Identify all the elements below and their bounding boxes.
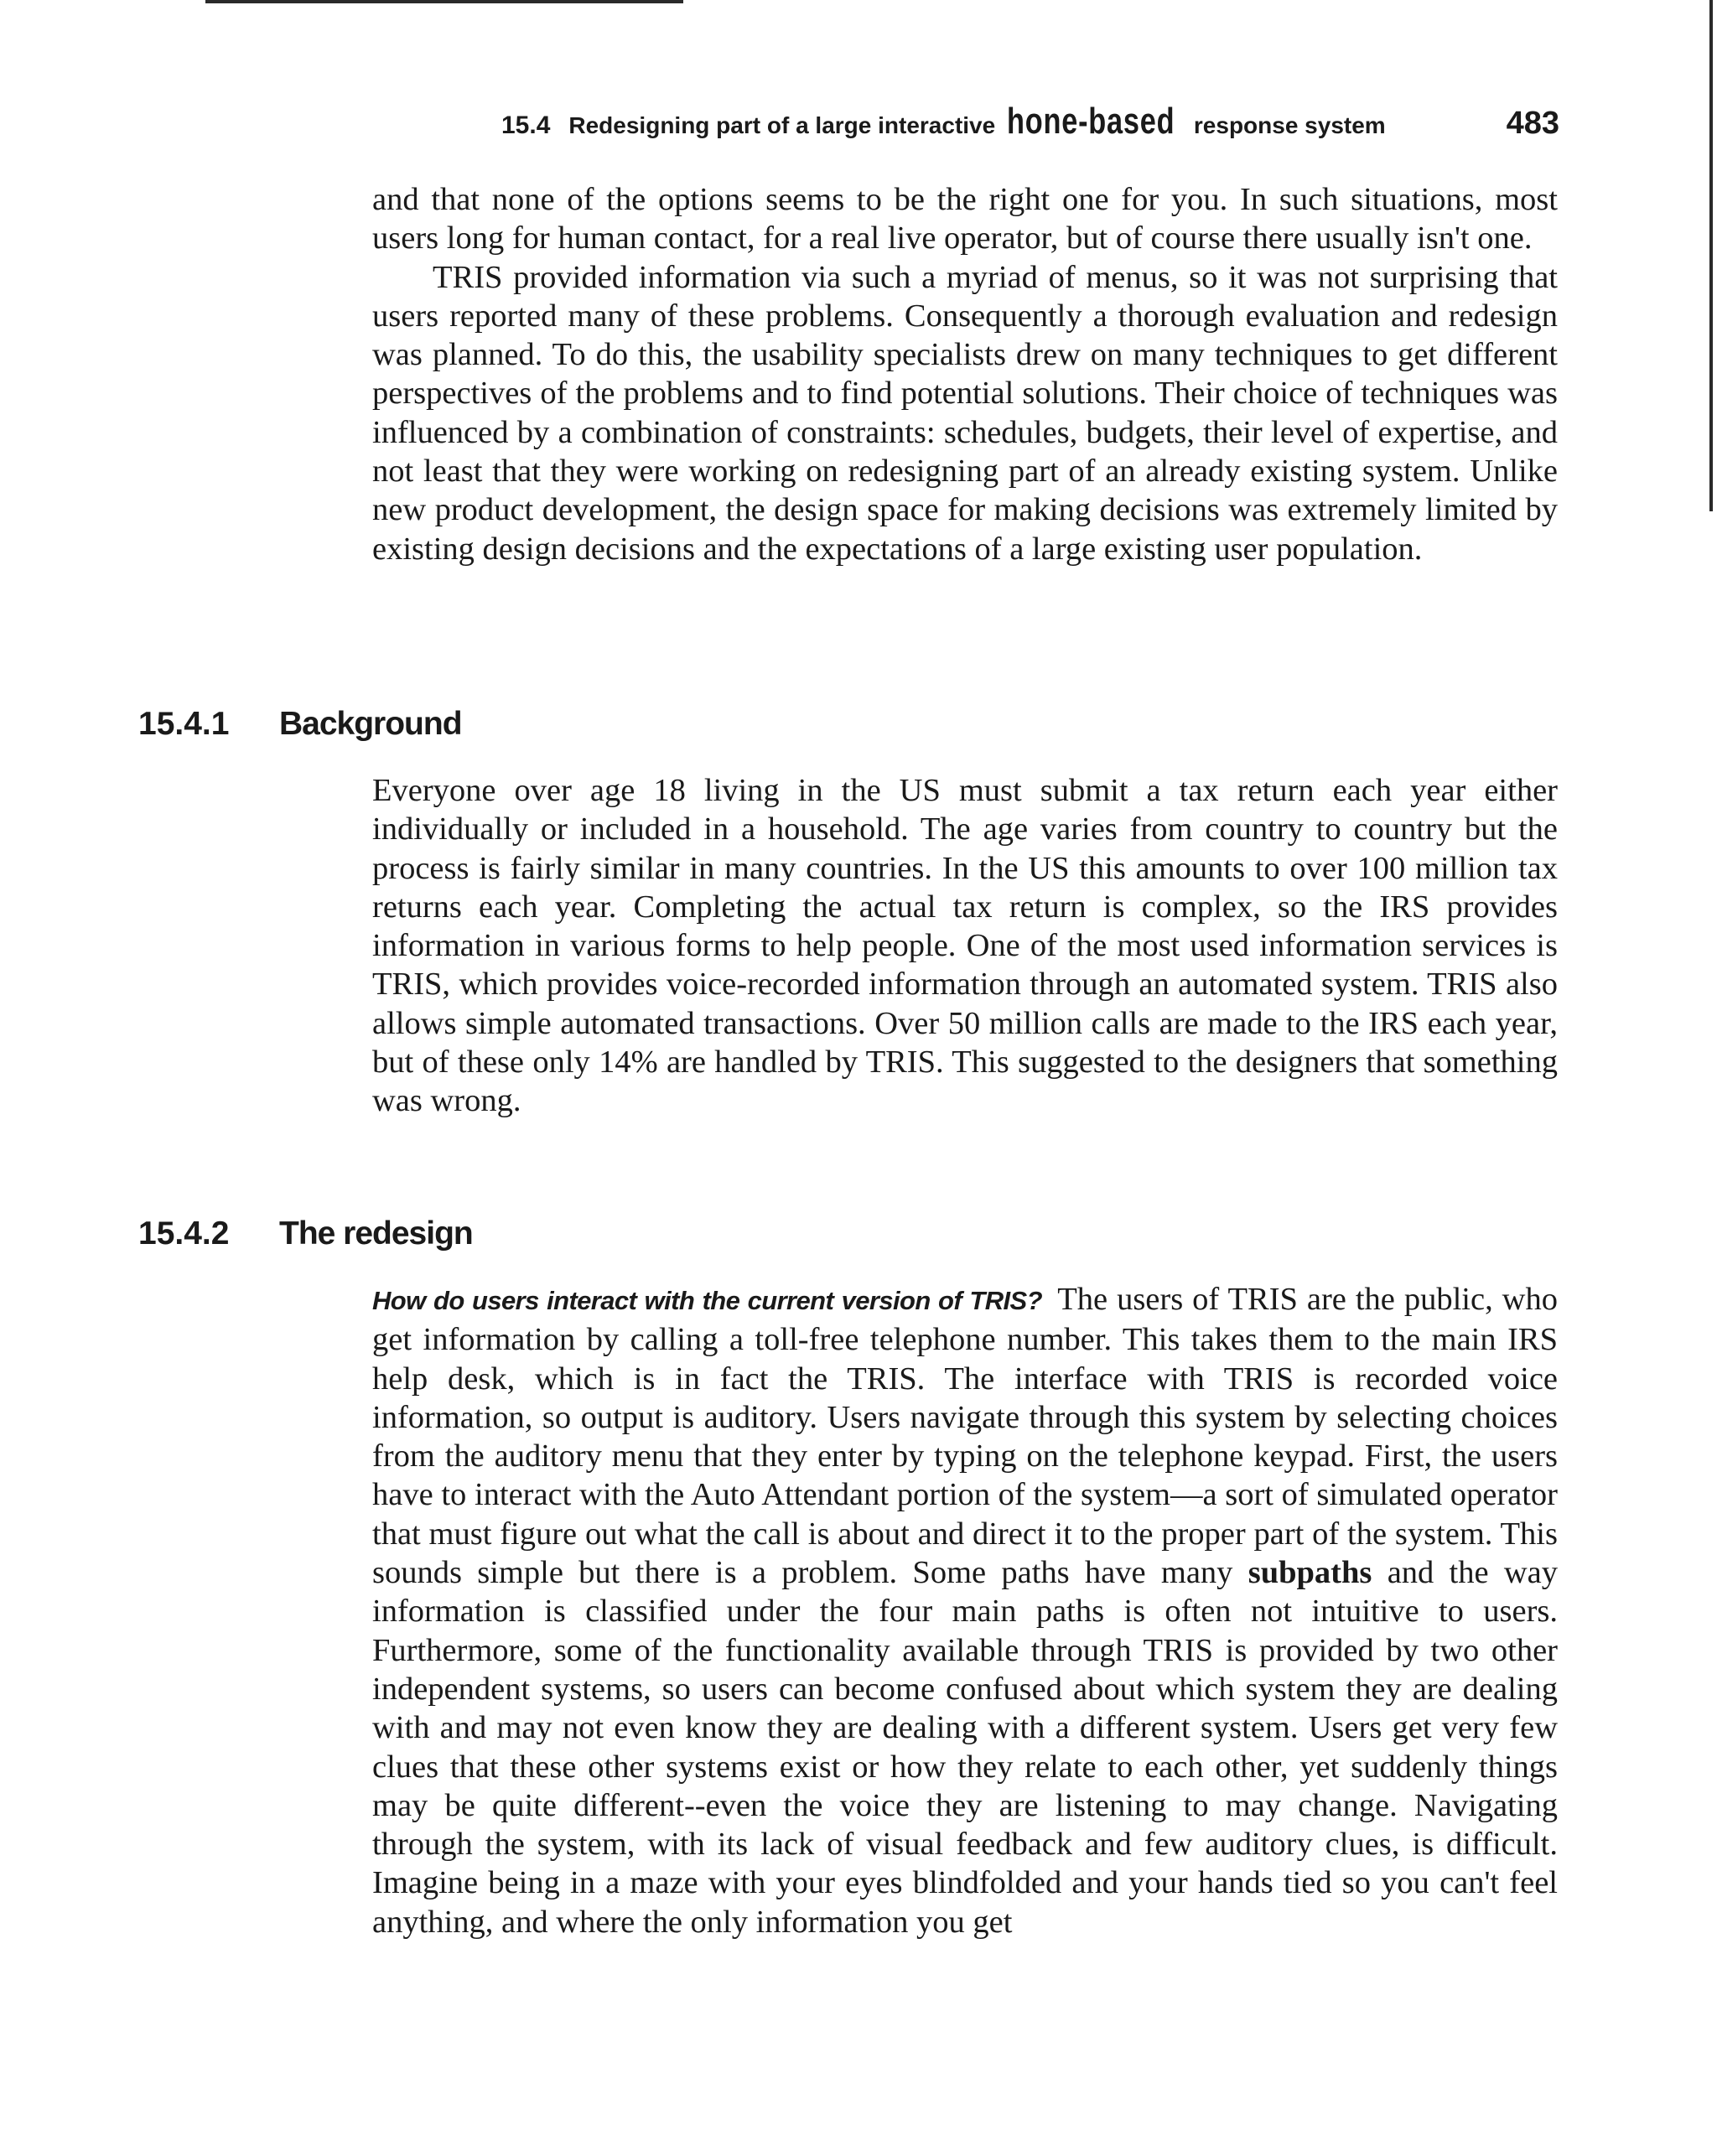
redesign-text-after-bold: and the way information is classified under the four main paths is often not intuitive to users. Furthermore, some of the functionality available through TRIS is provided by two other independent systems, so users can become confused about which system they are dealing with and may not even know they are dealing with a different system. Users get very few clues that these other systems exist or how they relate to each other, yet suddenly things may be quite different--even the voice they are listening to may change. Navigating through the system, with its lack of visual feedback and few auditory clues, is difficult. Imagine being in a maze with your eyes blindfolded and your hands tied so you can't feel anything, and where the only information you get [372, 1555, 1559, 1940]
intro-text [372, 180, 1558, 568]
section-title: Background [279, 706, 462, 742]
redesign-text-before-bold: The users of TRIS are the public, who get information by calling a toll-free telephone number. This takes them to the main IRS help desk, which is in fact the TRIS. The interface with TRIS is recorded voice information, so output is auditory. Users navigate through this system by selecting choices from the auditory menu that they enter by typing on the telephone keypad. First, the users have to interact with the Auto Attendant portion of the system—a sort of simulated operator that must figure out what the call is about and direct it to the proper part of the system. This sounds simple but there is a problem. Some paths have many [372, 1282, 1558, 1591]
redesign-text [372, 1280, 1558, 1941]
running-head-title: Redesigning part of a large interactive [568, 112, 996, 138]
redesign-paragraph [372, 1280, 1558, 1941]
section-number: 15.4.2 [138, 1215, 230, 1252]
background-paragraph: Everyone over age 18 living in the US must submit a tax return each year either individually or included in a household. The age varies from country to country but the process is fairly similar in many countries. In the US this amounts to over 100 million tax returns each year. Completing the actual tax return is complex, so the IRS provides information in various forms to help people. One of the most used information services is TRIS, which provides voice-recorded information through an automated system. TRIS also allows simple automated transactions. Over 50 million calls are made to the IRS each year, but of these only 14% are handled by TRIS. This suggested to the designers that something was wrong. [372, 773, 1558, 1119]
section-title: The redesign [279, 1215, 473, 1252]
page-number: 483 [1506, 106, 1559, 141]
running-head-title-tail [1187, 112, 1386, 139]
top-rule [205, 0, 683, 3]
intro-paragraph-1: and that none of the options seems to be the right one for you. In such situations, most users long for human contact, for a real live operator, but of course there usually isn't one. [372, 182, 1558, 257]
section-number: 15.4.1 [138, 706, 230, 742]
bold-term: subpaths [1248, 1555, 1372, 1591]
background-text [372, 771, 1558, 1121]
right-margin-rule [1709, 0, 1713, 511]
intro-paragraph-2: TRIS provided information via such a myriad of menus, so it was not surprising that users reported many of these problems. Consequently a thorough evaluation and redesign was planned. To do this, the usability specialists drew on many techniques to get different perspectives of the problems and to find potential solutions. Their choice of techniques was influenced by a combination of constraints: schedules, budgets, their level of expertise, and not least that they were working on redesigning part of an already existing system. Unlike new product development, the design space for making decisions was extremely limited by existing design decisions and the expectations of a large existing user population. [372, 259, 1558, 567]
running-head-section: 15.4 [501, 111, 551, 139]
run-in-heading: How do users interact with the current version of TRIS? [372, 1286, 1042, 1315]
running-head [501, 101, 1559, 151]
running-head-title-tail-text: response system [1193, 112, 1386, 138]
section-heading-background [138, 706, 462, 753]
running-head-title-condensed: hone-based [1007, 101, 1175, 142]
section-heading-redesign [138, 1215, 473, 1262]
